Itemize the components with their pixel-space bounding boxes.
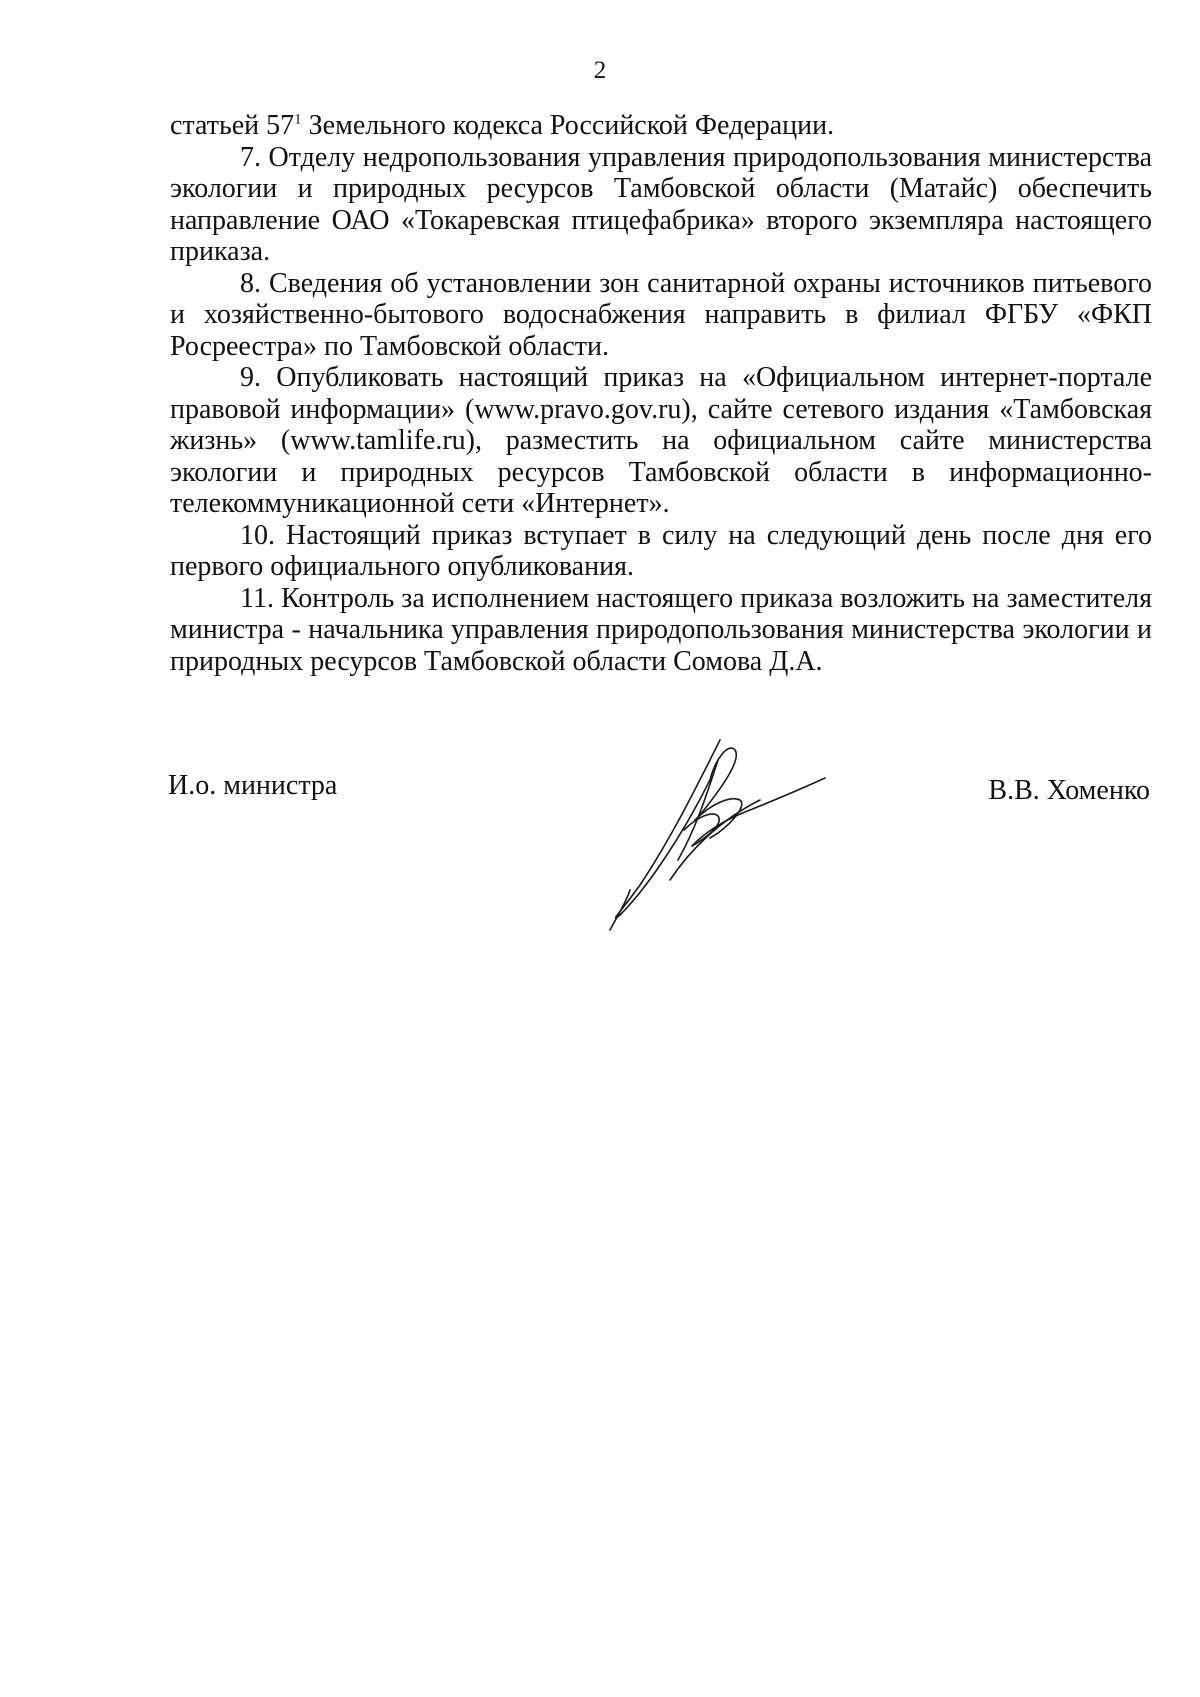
paragraph-item-10: 10. Настоящий приказ вступает в силу на следующий день после дня его первого официального опубликования. — [170, 519, 1152, 582]
signatory-name: В.В. Хоменко — [988, 775, 1150, 806]
paragraph-continuation — [170, 110, 1152, 142]
page-number: 2 — [593, 57, 607, 84]
paragraph-item-8: 8. Сведения об установлении зон санитарной охраны источников питьевого и хозяйственно-бытового водоснабжения направить в филиал ФГБУ «ФКП Росреестра» по Тамбовской области. — [170, 267, 1152, 362]
signatory-position: И.о. министра — [168, 770, 338, 801]
paragraph-item-7: 7. Отделу недропользования управления природопользования министерства экологии и природных ресурсов Тамбовской области (Матайс) обеспечить направление ОАО «Токаревская птицефабрика» второго экземпляра настоящего приказа. — [170, 141, 1152, 267]
continuation-text-end: Земельного кодекса Российской Федерации. — [301, 110, 835, 141]
handwritten-signature — [600, 720, 840, 940]
article-superscript: 1 — [294, 111, 302, 128]
document-body — [170, 110, 1152, 677]
paragraph-item-9: 9. Опубликовать настоящий приказ на «Официальном интернет-портале правовой информации» (www.pravo.gov.ru), сайте сетевого издания «Тамбовская жизнь» (www.tamlife.ru), разместить на официальном сайте министерства экологии и природных ресурсов Тамбовской области в информационно-телекоммуникационной сети «Интернет». — [170, 362, 1152, 519]
paragraph-item-11: 11. Контроль за исполнением настоящего приказа возложить на заместителя министра - начальника управления природопользования министерства экологии и природных ресурсов Тамбовской области Сомова Д.А. — [170, 582, 1152, 677]
continuation-text-start: статьей 57 — [170, 110, 295, 141]
